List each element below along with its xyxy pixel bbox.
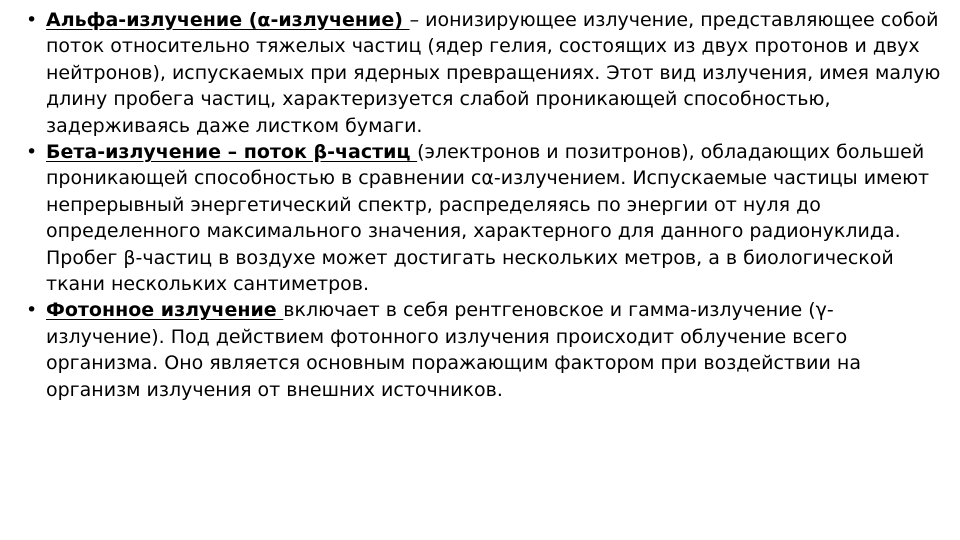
description-photon: включает в себя рентгеновское и гамма-излучение (γ-излучение). Под действием фотонного излучения происходит облучение всего организма. Оно является основным поражающим фактором при воздействии на организм излучения от внешних источников. bbox=[46, 299, 861, 401]
term-photon: Фотонное излучение bbox=[46, 299, 284, 322]
description-alpha: – ионизирующее излучение, представляющее собой поток относительно тяжелых частиц (ядер гелия, состоящих из двух протонов и двух нейтронов), испускаемых при ядерных превращениях. Этот вид излучения, имея малую длину пробега частиц, характеризуется слабой проникающей способностью, задерживаясь даже листком бумаги. bbox=[46, 9, 941, 137]
description-beta: (электронов и позитронов), обладающих большей проникающей способностью в сравнении сα-излучением. Испускаемые частицы имеют непрерывный энергетический спектр, распределяясь по энергии от нуля до определенного максимального значения, характерного для данного радионуклида. Пробег β-частиц в воздухе может достигать нескольких метров, а в биологической ткани нескольких сантиметров. bbox=[46, 141, 930, 296]
term-alpha: Альфа-излучение (α-излучение) bbox=[46, 9, 410, 31]
bullet-list bbox=[26, 7, 952, 403]
bullet-icon: • bbox=[26, 141, 38, 164]
term-beta: Бета-излучение – поток β-частиц bbox=[46, 141, 418, 164]
bullet-item-photon bbox=[26, 297, 952, 403]
bullet-item-alpha bbox=[26, 7, 952, 139]
bullet-icon: • bbox=[26, 299, 38, 322]
bullet-icon: • bbox=[26, 9, 38, 31]
bullet-item-beta bbox=[26, 139, 952, 297]
